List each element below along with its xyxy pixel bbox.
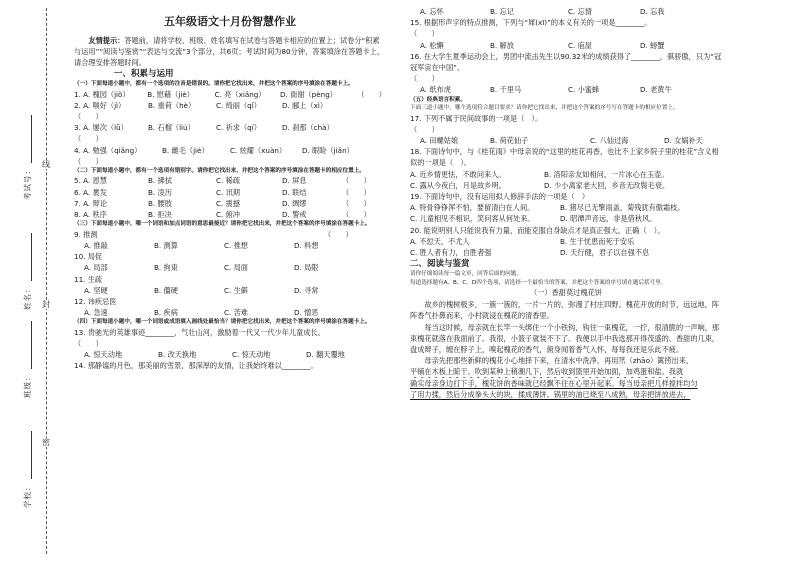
q17-options bbox=[410, 135, 722, 146]
q1-option-c[interactable]: C. 亮（xiǎng） bbox=[214, 89, 266, 99]
passage-paragraph-3-line-1: 母亲先把那些新鲜的槐花小心地择下来，在清水中洗净，再用笊（zhāo）篱捞出来， bbox=[424, 356, 694, 366]
section-one-heading: 一、积累与运用 bbox=[114, 69, 174, 79]
q11-option-a[interactable]: A. 坚硬 bbox=[84, 285, 108, 295]
q10-option-d[interactable]: D. 局限 bbox=[294, 263, 319, 273]
school-line[interactable] bbox=[25, 432, 32, 480]
q16-stem: 16. 在大学生夏季运动会上，男团中流击先生以90.32米的成绩获得了________，骐骄傲，只为“冠冠军宙在中国”。 bbox=[410, 51, 722, 73]
q9-option-d[interactable]: D. 料想 bbox=[294, 240, 319, 250]
q19-option-c[interactable]: C. 儿童相见不相识，笑问客从何处来。 bbox=[410, 214, 535, 224]
q14-stem: 14. 那静谧的月色，那美丽的雪景，那深厚的友情，让我始终难以________。 bbox=[74, 361, 318, 371]
q9-answer-paren[interactable]: （ ） bbox=[324, 229, 353, 239]
q13-stem: 13. 贵驰光的英雄事迹________，气壮山河，激励着一代又一代少年儿童成长。 bbox=[74, 327, 325, 337]
instruction-2: （二）下面每道小题中，都有一个选项有错别字。请你把它找出来，并把这个答案的序号填涂在答题卡的相应位置上。 bbox=[74, 167, 365, 174]
q18-options-row2 bbox=[410, 180, 722, 191]
passage-paragraph-1: 故乡的槐树极多，一簇一簇的，一片一片的，弥漫了村庄四野。槐花开放的时节，远远地，阵阵香气扑鼻而来，小村就浸在槐花的清香里。 bbox=[410, 300, 720, 321]
q12-option-c[interactable]: C. 苦难 bbox=[224, 308, 248, 318]
q10-option-c[interactable]: C. 局面 bbox=[224, 263, 248, 273]
q20-stem: 20. 能说明别人只能说我有力量，而能克服自身缺点才是真正强大。正确（ ）。 bbox=[410, 225, 665, 235]
q2-answer-paren[interactable]: （ ） bbox=[74, 111, 103, 121]
class-line[interactable] bbox=[25, 322, 32, 370]
class-label: 班级： bbox=[22, 322, 33, 399]
q12-option-a[interactable]: A. 急速 bbox=[84, 308, 108, 318]
q15-stem: 15. 根据形声字的特点推测，下列与“犀(xī)”的本义有关的一项是________。 bbox=[410, 18, 652, 28]
q5-option-b[interactable]: B. 拂拭 bbox=[148, 176, 172, 186]
q15-option-c[interactable]: C. 庖屋 bbox=[568, 40, 592, 50]
name-label: 姓名： bbox=[22, 234, 33, 311]
q6-answer-paren[interactable]: （ ） bbox=[342, 187, 371, 197]
q16-answer-paren[interactable]: （ ） bbox=[410, 74, 439, 84]
q2-option-a[interactable]: 2. A. 嗤好（jì） bbox=[74, 100, 126, 110]
q17-option-c[interactable]: C. 八仙过海 bbox=[590, 136, 629, 146]
q11-option-c[interactable]: C. 生僻 bbox=[224, 285, 248, 295]
q17-option-a[interactable]: A. 田螺姑娘 bbox=[420, 136, 459, 146]
q6-option-b[interactable]: B. 凌历 bbox=[148, 187, 172, 197]
q14-options bbox=[410, 6, 722, 17]
q11-stem: 11. 生疏 bbox=[74, 274, 103, 284]
instruction-4: （四）下面每道小题中，哪一个词语或成语填入画线处最恰当？请你把它找出来，并把这个答案的序号填涂在答题卡上。 bbox=[74, 319, 371, 326]
q3-option-d[interactable]: D. 刹那（chà） bbox=[282, 123, 334, 133]
q10-option-a[interactable]: A. 局部 bbox=[84, 263, 108, 273]
q7-option-b[interactable]: B. 腰肢 bbox=[148, 198, 172, 208]
question-2 bbox=[74, 100, 386, 111]
q15-option-b[interactable]: B. 解放 bbox=[490, 40, 514, 50]
q8-answer-paren[interactable]: （ ） bbox=[342, 210, 371, 220]
q1-answer-paren[interactable]: （ ） bbox=[357, 89, 386, 99]
q7-option-a[interactable]: 7. A. 辩论 bbox=[74, 198, 107, 208]
binding-margin bbox=[0, 0, 70, 562]
cut-line bbox=[46, 8, 47, 554]
q18-option-a[interactable]: A. 近乡情更怯，不敢问来人。 bbox=[410, 169, 506, 179]
q20-options-row1 bbox=[410, 236, 722, 247]
tips-paragraph bbox=[74, 35, 386, 68]
q8-option-b[interactable]: B. 拒决 bbox=[148, 210, 172, 220]
q2-option-d[interactable]: D. 郦上（xì） bbox=[282, 100, 328, 110]
q19-options-row2 bbox=[410, 213, 722, 224]
q3-option-c[interactable]: C. 祈求（qí） bbox=[216, 123, 261, 133]
question-6 bbox=[74, 187, 386, 198]
q7-option-c[interactable]: C. 震撼 bbox=[216, 198, 240, 208]
q2-option-b[interactable]: B. 重荷（hè） bbox=[148, 100, 196, 110]
instruction-7: 每道选择题有A、B、C、D四个选项，请选择一个最恰当的答案，并把这个答案的序号填在题后括号里。 bbox=[410, 279, 667, 286]
passage-title: （一）香甜莫过槐花饼 bbox=[530, 288, 602, 298]
q4-option-b[interactable]: B. 雌毛（jié） bbox=[162, 145, 209, 155]
instruction-5b: 下面三道小题中，哪个选项符合题目要求？请你把它找出来，并把这个答案的序号写在答题卡的相应位置上。 bbox=[410, 105, 679, 112]
q11-option-d[interactable]: D. 寻常 bbox=[294, 285, 319, 295]
q3-answer-paren[interactable]: （ ） bbox=[74, 134, 103, 144]
q11-option-b[interactable]: B. 僵硬 bbox=[154, 285, 178, 295]
instruction-6: 请你仔细阅读每一篇文章，回答后面的问题。 bbox=[410, 271, 522, 278]
question-4 bbox=[74, 145, 386, 156]
q3-option-b[interactable]: B. 石榴（liú） bbox=[148, 123, 195, 133]
question-5 bbox=[74, 175, 386, 186]
q11-options bbox=[74, 285, 386, 296]
q2-option-c[interactable]: C. 绮丽（qǐ） bbox=[216, 100, 261, 110]
cut-label-seal: 封 bbox=[42, 300, 50, 309]
q5-option-d[interactable]: D. 屏息 bbox=[282, 176, 307, 186]
q13-option-d[interactable]: D. 翻天覆地 bbox=[306, 350, 345, 360]
name-line[interactable] bbox=[25, 234, 32, 282]
q10-stem: 10. 局促 bbox=[74, 252, 103, 262]
q14-option-d[interactable]: D. 忘我 bbox=[640, 7, 665, 16]
q8-option-a[interactable]: 8. A. 秩序 bbox=[74, 210, 107, 220]
q5-option-a[interactable]: 5. A. 恩慧 bbox=[74, 176, 107, 186]
passage-underlined-text: 了用力揉，然后分成拳头大的块，揉成薄饼。锅里的油已烧至八成熟，母亲把饼放进去， bbox=[410, 389, 691, 399]
left-column bbox=[74, 6, 386, 558]
passage-paragraph-2: 每当这时候，母亲就在长竿一头绑住一个小铁钩，钩住一束槐花，一拧，很清脆的一声响，那束槐花就落在我面前了。我很，小篮子就装不下了。我便以手中我选那开得茂盛的、香甜的几束，盘成辫子，缠在脖子上，嗅起槐花的香气，俯身闻着香气入怀，每每我还是乐此不疲。 bbox=[410, 322, 720, 355]
q7-answer-paren[interactable]: （ ） bbox=[342, 198, 371, 208]
tips-label: 友情提示： bbox=[88, 36, 125, 45]
cut-label-secret: 密 bbox=[42, 438, 50, 447]
q4-option-d[interactable]: D. 眼睑（jiǎn） bbox=[302, 145, 354, 155]
q13-answer-paren[interactable]: （ ） bbox=[74, 339, 103, 349]
q20-option-d[interactable]: D. 天行健，君子以自强不息 bbox=[560, 248, 650, 258]
passage-paragraph-3-line-3: 确实母亲身边打下手，槐花饼的香味就已经飘不住在心里升起来。每当母亲把几样搅拌均匀 bbox=[410, 378, 698, 388]
q16-option-a[interactable]: A. 纸布虎 bbox=[420, 85, 451, 95]
instruction-5: （五）经典语言积累。 bbox=[410, 96, 466, 103]
q18-option-b[interactable]: B. 洛阳亲友如相问，一片冰心在玉壶。 bbox=[544, 169, 669, 179]
school-label: 学校： bbox=[22, 432, 33, 509]
q9-option-c[interactable]: C. 推想 bbox=[224, 240, 248, 250]
q6-option-a[interactable]: 6. A. 裹发 bbox=[74, 187, 107, 197]
q12-option-d[interactable]: D. 憎恶 bbox=[294, 308, 319, 318]
q18-stem: 18. 下面诗句中，与《桂花雨》中母亲说的“这里的桂花再香，也比不上家乡院子里的桂花”含义相似的一项是（ ）。 bbox=[410, 147, 719, 168]
passage-paragraph-3-line-4 bbox=[410, 389, 722, 400]
q4-option-c[interactable]: C. 炫耀（xuàn） bbox=[230, 145, 287, 155]
q19-options-row1 bbox=[410, 202, 722, 213]
q1-option-d[interactable]: D. 衙谢（pèng） bbox=[279, 89, 337, 99]
section-two-heading: 二、阅读与鉴赏 bbox=[410, 259, 470, 270]
q1-option-b[interactable]: B. 慰藉（jiè） bbox=[147, 89, 194, 99]
cut-label-line: 线 bbox=[42, 160, 50, 169]
instruction-1: （一）下面每道小题中，都有一个选项的注音是错误的。请你把它找出来，并把这个答案的序号填涂在答题卡上。 bbox=[74, 81, 354, 87]
q12-stem: 12. 讳疾忌医 bbox=[74, 296, 117, 306]
q18-option-d[interactable]: D. 少小离家老大回，乡音无改鬓毛衰。 bbox=[544, 180, 670, 190]
q16-option-c[interactable]: C. 小蜜蜂 bbox=[568, 85, 600, 95]
question-1 bbox=[74, 89, 386, 100]
q6-option-c[interactable]: C. 讯期 bbox=[216, 187, 240, 197]
q12-option-b[interactable]: B. 疾病 bbox=[154, 308, 178, 318]
q5-option-c[interactable]: C. 稀疏 bbox=[216, 176, 240, 186]
q9-stem-row bbox=[74, 229, 386, 240]
q18-option-c[interactable]: C. 露从今夜白，月是故乡明。 bbox=[410, 180, 506, 190]
q17-answer-paren[interactable]: （ ） bbox=[410, 124, 439, 134]
q15-option-d[interactable]: D. 螃蟹 bbox=[640, 40, 665, 50]
q19-option-b[interactable]: B. 猪尽已无擎雨盖，菊残犹有傲霜枝。 bbox=[560, 203, 685, 213]
q15-answer-paren[interactable]: （ ） bbox=[410, 29, 439, 39]
q14-option-a[interactable]: A. 忘怀 bbox=[420, 7, 444, 16]
q7-option-d[interactable]: D. 绸缪 bbox=[282, 198, 307, 208]
q8-option-d[interactable]: D. 警戒 bbox=[282, 210, 307, 220]
q9-stem: 9. 推测 bbox=[74, 229, 98, 239]
q9-options bbox=[74, 240, 386, 251]
q20-option-b[interactable]: B. 生于忧患而死于安乐 bbox=[560, 236, 635, 246]
question-8 bbox=[74, 209, 386, 220]
q9-option-a[interactable]: A. 推敲 bbox=[84, 240, 108, 250]
q4-answer-paren[interactable]: （ ） bbox=[74, 156, 103, 166]
exam-number-label: 考试号： bbox=[22, 115, 33, 200]
tips-text: 答题前，请将学校、班级、姓名填写在试卷与答题卡相应的位置上；试卷分“积累与运用”“阅读与鉴赏”“表达与交流”3个部分，共6页；考试时间为80分钟，答案填涂在答题卡上，请合理安排答题时间。 bbox=[74, 36, 385, 67]
exam-number-line[interactable] bbox=[25, 115, 32, 163]
q1-option-a[interactable]: 1. A. 槐园（jiǒ） bbox=[74, 89, 130, 99]
q14-option-c[interactable]: C. 忘情 bbox=[568, 7, 592, 16]
q19-option-d[interactable]: D. 昭潭声音远，非是借秋风。 bbox=[560, 214, 657, 224]
q18-options-row1 bbox=[410, 169, 722, 180]
page-title: 五年级语文十月份智慧作业 bbox=[164, 15, 296, 28]
q6-option-d[interactable]: D. 联结 bbox=[282, 187, 307, 197]
q17-option-d[interactable]: D. 女娲补天 bbox=[664, 136, 703, 146]
q15-option-a[interactable]: A. 松懈 bbox=[420, 40, 444, 50]
q16-options bbox=[410, 84, 722, 95]
right-column bbox=[410, 6, 722, 558]
q13-option-b[interactable]: B. 改天换地 bbox=[158, 350, 197, 360]
q17-stem: 17. 下列不属于民间故事的一项是（ ）。 bbox=[410, 113, 543, 123]
passage-paragraph-3-line-2: 平铺在木板上晾干。吹到某种上稍潮几下，然后收到篮里开始加面，加鸡蛋和盐。我就 bbox=[410, 367, 684, 377]
q19-stem: 19. 下面诗句中，没有运用拟人修辞手法的一项是（ ） bbox=[410, 192, 590, 202]
q13-option-c[interactable]: C. 惊天动地 bbox=[232, 350, 271, 360]
q13-option-a[interactable]: A. 惊天动地 bbox=[84, 350, 123, 360]
instruction-3: （三）下面每道小题中，哪一个词语和加点词语的意思最接近？请你把它找出来，并把这个答案的序号填涂在答题卡上。 bbox=[74, 221, 371, 228]
q15-options bbox=[410, 40, 722, 51]
question-3 bbox=[74, 122, 386, 133]
q20-option-a[interactable]: A. 不愆天，不尤人 bbox=[410, 236, 470, 246]
q16-option-d[interactable]: D. 老黄牛 bbox=[640, 85, 672, 95]
q17-option-b[interactable]: B. 荷花仙子 bbox=[490, 136, 529, 146]
q5-answer-paren[interactable]: （ ） bbox=[342, 176, 371, 186]
q19-option-a[interactable]: A. 特骨铮铮浑不怕，要留清白在人间。 bbox=[410, 203, 535, 213]
q10-options bbox=[74, 262, 386, 273]
q12-options bbox=[74, 307, 386, 318]
q13-options bbox=[74, 349, 386, 360]
q4-option-a[interactable]: 4. A. 勉强（qiǎng） bbox=[74, 145, 142, 155]
q14-option-b[interactable]: B. 忘记 bbox=[490, 7, 514, 16]
q3-option-a[interactable]: 3. A. 屡次（lǚ） bbox=[74, 123, 128, 133]
q16-option-b[interactable]: B. 千里马 bbox=[490, 85, 522, 95]
question-7 bbox=[74, 198, 386, 209]
q8-option-c[interactable]: C. 俯冲 bbox=[216, 210, 240, 220]
q20-options-row2 bbox=[410, 247, 722, 258]
q9-option-b[interactable]: B. 测算 bbox=[154, 240, 178, 250]
q20-option-c[interactable]: C. 胜人者有力，自胜者强 bbox=[410, 248, 492, 258]
q10-option-b[interactable]: B. 拘束 bbox=[154, 263, 178, 273]
